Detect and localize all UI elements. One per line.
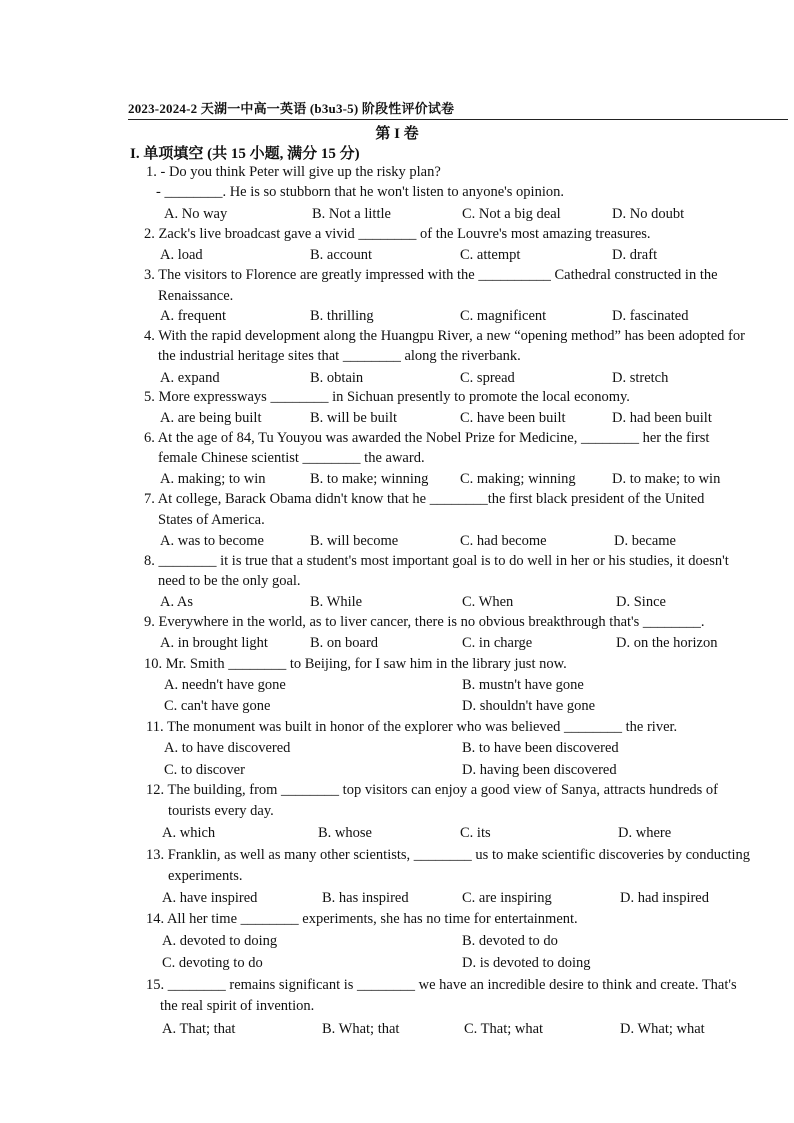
option-c: C. have been built [460, 410, 566, 426]
question-text: 7. At college, Barack Obama didn't know that he ________the first black president of the United [144, 491, 705, 507]
option-d: D. had inspired [620, 890, 709, 906]
question-text: 4. With the rapid development along the Huangpu River, a new “opening method” has been adopted for [144, 328, 745, 344]
option-d: D. where [618, 825, 672, 841]
option-d: D. draft [612, 247, 658, 263]
option-a: A. which [162, 825, 216, 841]
option-c: C. spread [460, 370, 515, 386]
option-d: D. fascinated [612, 308, 689, 324]
option-a: A. are being built [160, 410, 262, 426]
option-b: B. to have been discovered [462, 740, 619, 756]
option-a: A. to have discovered [164, 740, 291, 756]
option-b: B. whose [318, 825, 372, 841]
section-heading: I. 单项填空 (共 15 小题, 满分 15 分) [130, 146, 360, 162]
option-d: D. shouldn't have gone [462, 698, 596, 714]
question-text: 2. Zack's live broadcast gave a vivid ________ of the Louvre's most amazing treasures. [144, 226, 651, 242]
question-text: female Chinese scientist ________ the award. [158, 450, 425, 466]
option-a: A. As [160, 594, 194, 610]
option-c: C. attempt [460, 247, 521, 263]
option-a: A. was to become [160, 533, 264, 549]
option-a: A. frequent [160, 308, 227, 324]
option-d: D. on the horizon [616, 635, 718, 651]
question-text: 1. - Do you think Peter will give up the risky plan? [146, 164, 441, 180]
question-text: - ________. He is so stubborn that he won't listen to anyone's opinion. [156, 184, 564, 200]
question-text: 15. ________ remains significant is ________ we have an incredible desire to think and create. That's [146, 977, 737, 993]
question-text: 13. Franklin, as well as many other scientists, ________ us to make scientific discoveries by conducting [146, 847, 751, 863]
option-d: D. became [614, 533, 676, 549]
option-d: D. What; what [620, 1021, 705, 1037]
question-text: tourists every day. [168, 803, 274, 819]
question-text: need to be the only goal. [158, 573, 301, 589]
question-text: Renaissance. [158, 288, 234, 304]
question-text: the industrial heritage sites that ________ along the riverbank. [158, 348, 521, 364]
option-c: C. making; winning [460, 471, 576, 487]
option-c: C. its [460, 825, 491, 841]
option-b: B. will become [310, 533, 399, 549]
option-a: A. making; to win [160, 471, 266, 487]
option-b: B. on board [310, 635, 379, 651]
option-a: A. needn't have gone [164, 677, 286, 693]
question-text: 8. ________ it is true that a student's most important goal is to do well in her or his studies, it doesn't [144, 553, 729, 569]
option-c: C. can't have gone [164, 698, 271, 714]
option-b: B. will be built [310, 410, 397, 426]
option-a: A. expand [160, 370, 220, 386]
option-c: C. are inspiring [462, 890, 552, 906]
question-text: 10. Mr. Smith ________ to Beijing, for I saw him in the library just now. [144, 656, 567, 672]
question-text: 12. The building, from ________ top visitors can enjoy a good view of Sanya, attracts hundreds of [146, 782, 718, 798]
question-text: States of America. [158, 512, 265, 528]
question-text: 3. The visitors to Florence are greatly impressed with the __________ Cathedral constructed in the [144, 267, 718, 283]
option-d: D. Since [616, 594, 666, 610]
volume-heading: 第 I 卷 [375, 126, 419, 142]
option-d: D. stretch [612, 370, 669, 386]
option-d: D. to make; to win [612, 471, 721, 487]
option-a: A. That; that [162, 1021, 236, 1037]
option-b: B. What; that [322, 1021, 400, 1037]
question-text: the real spirit of invention. [160, 998, 315, 1014]
option-c: C. in charge [462, 635, 533, 651]
option-c: C. devoting to do [162, 955, 263, 971]
question-text: 11. The monument was built in honor of the explorer who was believed ________ the river. [146, 719, 678, 735]
question-text: 6. At the age of 84, Tu Youyou was awarded the Nobel Prize for Medicine, ________ her the first [144, 430, 710, 446]
option-b: B. to make; winning [310, 471, 429, 487]
option-a: A. devoted to doing [162, 933, 278, 949]
question-text: experiments. [168, 868, 243, 884]
option-b: B. thrilling [310, 308, 374, 324]
question-text: 14. All her time ________ experiments, she has no time for entertainment. [146, 911, 578, 927]
option-d: D. having been discovered [462, 762, 617, 778]
option-b: B. obtain [310, 370, 364, 386]
option-a: A. No way [164, 206, 228, 222]
option-a: A. have inspired [162, 890, 258, 906]
exam-title: 2023-2024-2 天湖一中高一英语 (b3u3-5) 阶段性评价试卷 [128, 98, 788, 120]
option-c: C. magnificent [460, 308, 547, 324]
option-c: C. That; what [464, 1021, 544, 1037]
option-d: D. had been built [612, 410, 712, 426]
option-a: A. in brought light [160, 635, 268, 651]
option-b: B. Not a little [312, 206, 391, 222]
option-b: B. devoted to do [462, 933, 558, 949]
option-d: D. No doubt [612, 206, 685, 222]
option-c: C. When [462, 594, 514, 610]
option-a: A. load [160, 247, 203, 263]
option-b: B. mustn't have gone [462, 677, 584, 693]
option-b: B. has inspired [322, 890, 409, 906]
option-d: D. is devoted to doing [462, 955, 591, 971]
option-b: B. While [310, 594, 363, 610]
option-c: C. Not a big deal [462, 206, 561, 222]
question-text: 5. More expressways ________ in Sichuan presently to promote the local economy. [144, 389, 630, 405]
option-c: C. to discover [164, 762, 245, 778]
question-text: 9. Everywhere in the world, as to liver cancer, there is no obvious breakthrough that's ________. [144, 614, 705, 630]
option-b: B. account [310, 247, 373, 263]
option-c: C. had become [460, 533, 547, 549]
